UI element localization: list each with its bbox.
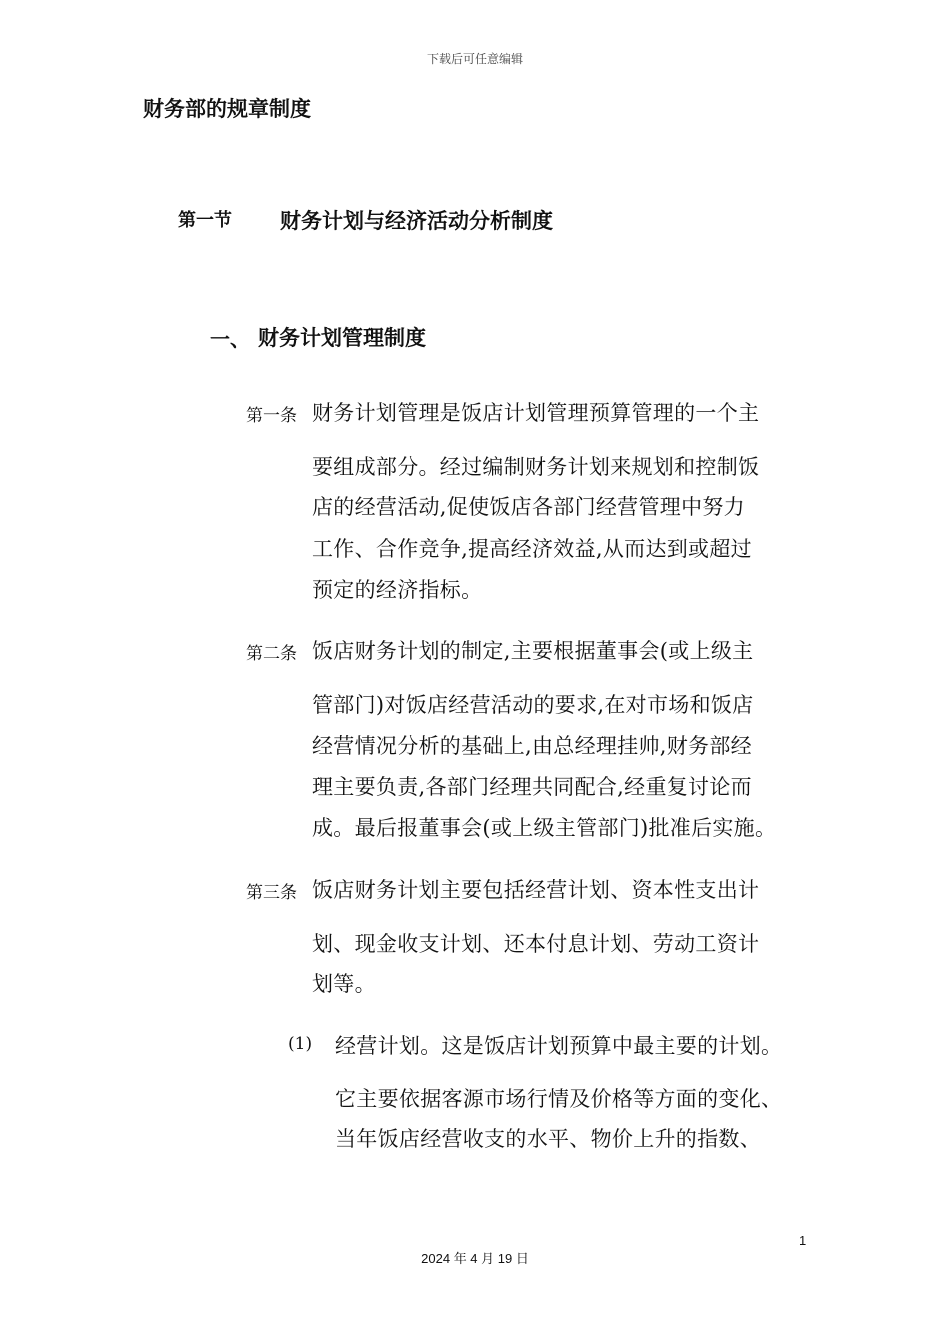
article-text-line: 划、现金收支计划、还本付息计划、劳动工资计 bbox=[312, 932, 760, 956]
article-text-line: 财务计划管理是饭店计划管理预算管理的一个主 bbox=[312, 401, 760, 425]
section-title: 财务计划与经济活动分析制度 bbox=[280, 209, 553, 233]
subsection-title: 财务计划管理制度 bbox=[258, 326, 426, 350]
article-text-line: 饭店财务计划的制定,主要根据董事会(或上级主 bbox=[312, 639, 754, 663]
article-text-line: 经营情况分析的基础上,由总经理挂帅,财务部经 bbox=[312, 734, 752, 758]
article-text-line: 成。最后报董事会(或上级主管部门)批准后实施。 bbox=[312, 816, 777, 840]
header-note: 下载后可任意编辑 bbox=[426, 52, 523, 66]
article-text-line: 管部门)对饭店经营活动的要求,在对市场和饭店 bbox=[312, 693, 754, 717]
section-number: 第一节 bbox=[178, 210, 232, 231]
footer-date: 2024 年 4 月 19 日 bbox=[421, 1251, 529, 1266]
page-number: 1 bbox=[799, 1233, 807, 1248]
article-text-line: 店的经营活动,促使饭店各部门经营管理中努力 bbox=[312, 495, 745, 519]
article-text-line: 工作、合作竞争,提高经济效益,从而达到或超过 bbox=[312, 537, 752, 561]
article-label: 第一条 bbox=[246, 406, 297, 426]
article-label: 第三条 bbox=[246, 883, 297, 903]
article-text-line: 理主要负责,各部门经理共同配合,经重复讨论而 bbox=[312, 775, 752, 799]
article-text-line: 饭店财务计划主要包括经营计划、资本性支出计 bbox=[312, 878, 760, 902]
document-title: 财务部的规章制度 bbox=[143, 97, 311, 121]
item-text-line: 它主要依据客源市场行情及价格等方面的变化、 bbox=[335, 1087, 783, 1111]
article-text-line: 划等。 bbox=[312, 972, 376, 996]
article-label: 第二条 bbox=[246, 644, 297, 664]
item-number: (1) bbox=[288, 1034, 313, 1054]
subsection-number: 一、 bbox=[210, 327, 250, 351]
item-text-line: 经营计划。这是饭店计划预算中最主要的计划。 bbox=[335, 1034, 783, 1058]
item-text-line: 当年饭店经营收支的水平、物价上升的指数、 bbox=[335, 1127, 761, 1151]
article-text-line: 要组成部分。经过编制财务计划来规划和控制饭 bbox=[312, 455, 760, 479]
article-text-line: 预定的经济指标。 bbox=[312, 578, 483, 602]
